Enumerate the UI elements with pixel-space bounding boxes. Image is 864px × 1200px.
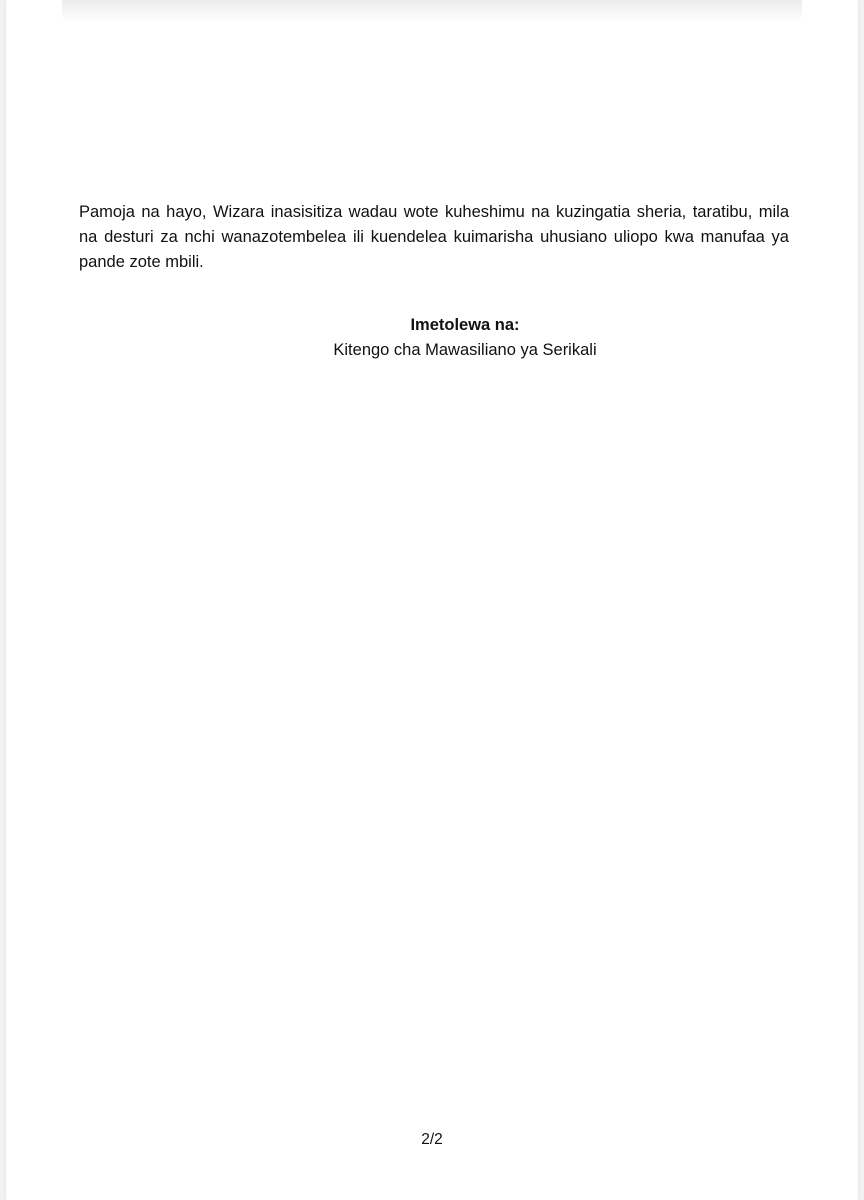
page-top-shadow — [62, 0, 802, 22]
document-page — [6, 0, 858, 1200]
page-number: 2/2 — [421, 1131, 443, 1148]
issued-label: Imetolewa na: — [410, 316, 520, 334]
issued-by: Kitengo cha Mawasiliano ya Serikali — [333, 341, 597, 359]
body-paragraph: Pamoja na hayo, Wizara inasisitiza wadau wote kuheshimu na kuzingatia sheria, taratibu, mila na desturi za nchi wanazotembelea ili kuendelea kuimarisha uhusiano uliopo kwa manufaa ya pande zote mbili. — [79, 203, 789, 271]
